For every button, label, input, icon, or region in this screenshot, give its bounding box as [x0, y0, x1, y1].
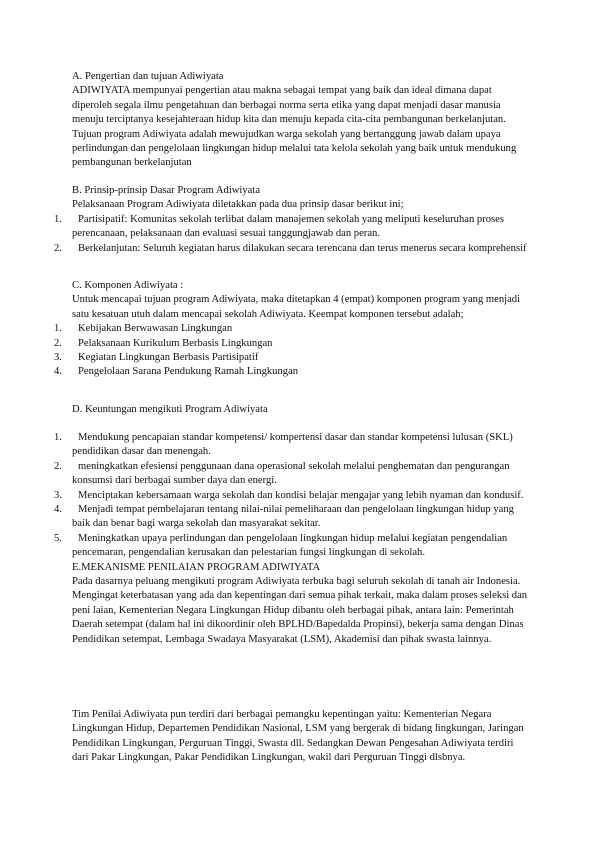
section-e-heading: E.MEKANISME PENILAIAN PROGRAM ADIWIYATA	[72, 561, 321, 573]
list-item	[54, 337, 530, 351]
list-item-number: 3.	[54, 352, 62, 364]
section-d-heading: D. Keuntungan mengikuti Program Adiwiyata	[72, 404, 268, 415]
section-b-list	[54, 213, 530, 256]
section-a-heading: A. Pengertian dan tujuan Adiwiyata	[72, 71, 224, 82]
section-b-intro: Pelaksanaan Program Adiwiyata diletakkan pada dua prinsip dasar berikut ini;	[72, 199, 404, 211]
list-item-text: Pengelolaan Sarana Pendukung Ramah Lingkungan	[78, 366, 299, 378]
list-item-text: Berkelanjutan: Seluruh kegiatan harus dilakukan secara terencana dan terus menerus secara komprehensif	[78, 242, 527, 254]
list-item-number: 1.	[54, 213, 62, 225]
list-item	[54, 242, 530, 256]
list-item-number: 4.	[54, 504, 62, 516]
section-d-list	[54, 431, 530, 561]
section-c-heading: C. Komponen Adiwiyata :	[72, 280, 184, 291]
list-item	[54, 460, 530, 489]
list-item-text: Kegiatan Lingkungan Berbasis Partisipatif	[78, 352, 259, 364]
list-item-text: Pelaksanaan Kurikulum Berbasis Lingkungan	[78, 337, 273, 349]
list-item-text: Partisipatif: Komunitas sekolah terlibat dalam manajemen sekolah yang meliputi keseluruhan proses perencanaan, pelaksanaan dan evaluasi sesuai tanggungjawab dan peran.	[72, 213, 504, 240]
section-c	[54, 279, 530, 380]
section-e-second	[72, 708, 530, 766]
list-item-text: Menjadi tempat pembelajaran tentang nilai-nilai pemeliharaan dan pengelolaan lingkungan hidup yang baik dan benar bagi warga sekolah dan masyarakat sekitar.	[72, 504, 514, 530]
list-item	[54, 503, 530, 532]
list-item	[54, 532, 530, 561]
section-d-list-block	[54, 431, 530, 647]
section-b	[54, 184, 530, 256]
list-item	[54, 322, 530, 336]
list-item	[54, 351, 530, 365]
section-e-paragraph-2: Tim Penilai Adiwiyata pun terdiri dari berbagai pemangku kepentingan yaitu: Kementerian Negara Lingkungan Hidup, Departemen Pendidikan Nasional, LSM yang bergerak di bidang lingkungan, Jaringan Pendidikan Lingkungan, Perguruan Tinggi, Swasta dll. Sedangkan Dewan Pengesahan Adiwiyata terdiri dari Pakar Lingkungan, Pakar Pendidikan Lingkungan, wakil dari Perguruan Tinggi dlsbnya.	[72, 709, 524, 764]
list-item-text: Kebijakan Berwawasan Lingkungan	[78, 323, 233, 335]
list-item-number: 4.	[54, 366, 62, 378]
list-item	[54, 365, 530, 379]
list-item-text: Meningkatkan upaya perlindungan dan pengelolaan lingkungan hidup meIalui kegiatan pengendalian pencemaran, pengendalian kerusakan dan pelestarian fungsi lingkungan di sekolah.	[72, 532, 508, 559]
list-item-number: 2.	[54, 242, 62, 254]
section-c-intro: Untuk mencapai tujuan program Adiwiyata, maka ditetapkan 4 (empat) komponen program yang menjadi satu kesatuan utuh dalam mencapai sekolah Adiwiyata. Keempat komponen tersebut adalah;	[72, 294, 521, 320]
list-item-number: 1.	[54, 323, 62, 335]
list-item	[54, 213, 530, 242]
section-b-heading: B. Prinsip-prinsip Dasar Program Adiwiyata	[72, 185, 261, 196]
section-e-paragraph-1: Pada dasarnya peluang mengikuti program Adiwiyata terbuka bagi seluruh sekolah di tanah air Indonesia. Mengingat keterbatasan yang ada dan kepentingan dari semua pihak terkait, maka dalam proses seleksi dan peni laian, Kementerian Negara Lingkungan Hidup dibantu oleh berbagai pihak, antara lain: Pemerintah Daerah setempat (dalam hal ini dikoordinir oleh BPLHD/Bapedalda Propinsi), bekerja sama dengan Dinas Pendidikan setempat, Lembaga Swadaya Masyarakat (LSM), Akademisi dan pihak swasta lainnya.	[72, 576, 528, 645]
section-d	[72, 403, 530, 417]
list-item-text: Mendukung pencapaian standar kompetensi/ kompertensi dasar dan standar kompetensi lulusan (SKL) pendidikan dasar dan menengah.	[72, 432, 513, 458]
list-item	[54, 489, 530, 503]
section-a	[72, 70, 530, 171]
section-a-paragraph: ADIWIYATA mempunyai pengertian atau makna sebagai tempat yang baik dan ideal dimana dapat diperoleh segala ilmu pengetahuan dan berbagai norma serta etika yang dapat menjadi dasar manusia menuju terciptanya kesejahteraan hidup kita dan menuju kepada cita-cita pembangunan berkelanjutan. Tujuan program Adiwiyata adalah mewujudkan warga sekolah yang bertanggung jawab dalam upaya perlindungan dan pengelolaan lingkungan hidup melalui tata kelola sekolah yang baik untuk mendukung pembangunan berkelanjutan	[72, 85, 517, 169]
list-item-number: 5.	[54, 532, 62, 544]
list-item-number: 2.	[54, 460, 62, 472]
list-item-number: 3.	[54, 489, 62, 501]
list-item-text: Menciptakan kebersamaan warga sekolah dan kondisi belajar mengajar yang lebih nyaman dan kondusif.	[78, 489, 524, 501]
list-item-number: 1.	[54, 432, 62, 443]
section-c-list	[54, 322, 530, 380]
list-item-text: meningkatkan efesiensi penggunaan dana operasional sekolah melalui penghematan dan pengurangan konsumsi dari berbagai sumber daya dan energi.	[72, 460, 510, 487]
list-item-number: 2.	[54, 337, 62, 349]
list-item	[54, 431, 530, 460]
